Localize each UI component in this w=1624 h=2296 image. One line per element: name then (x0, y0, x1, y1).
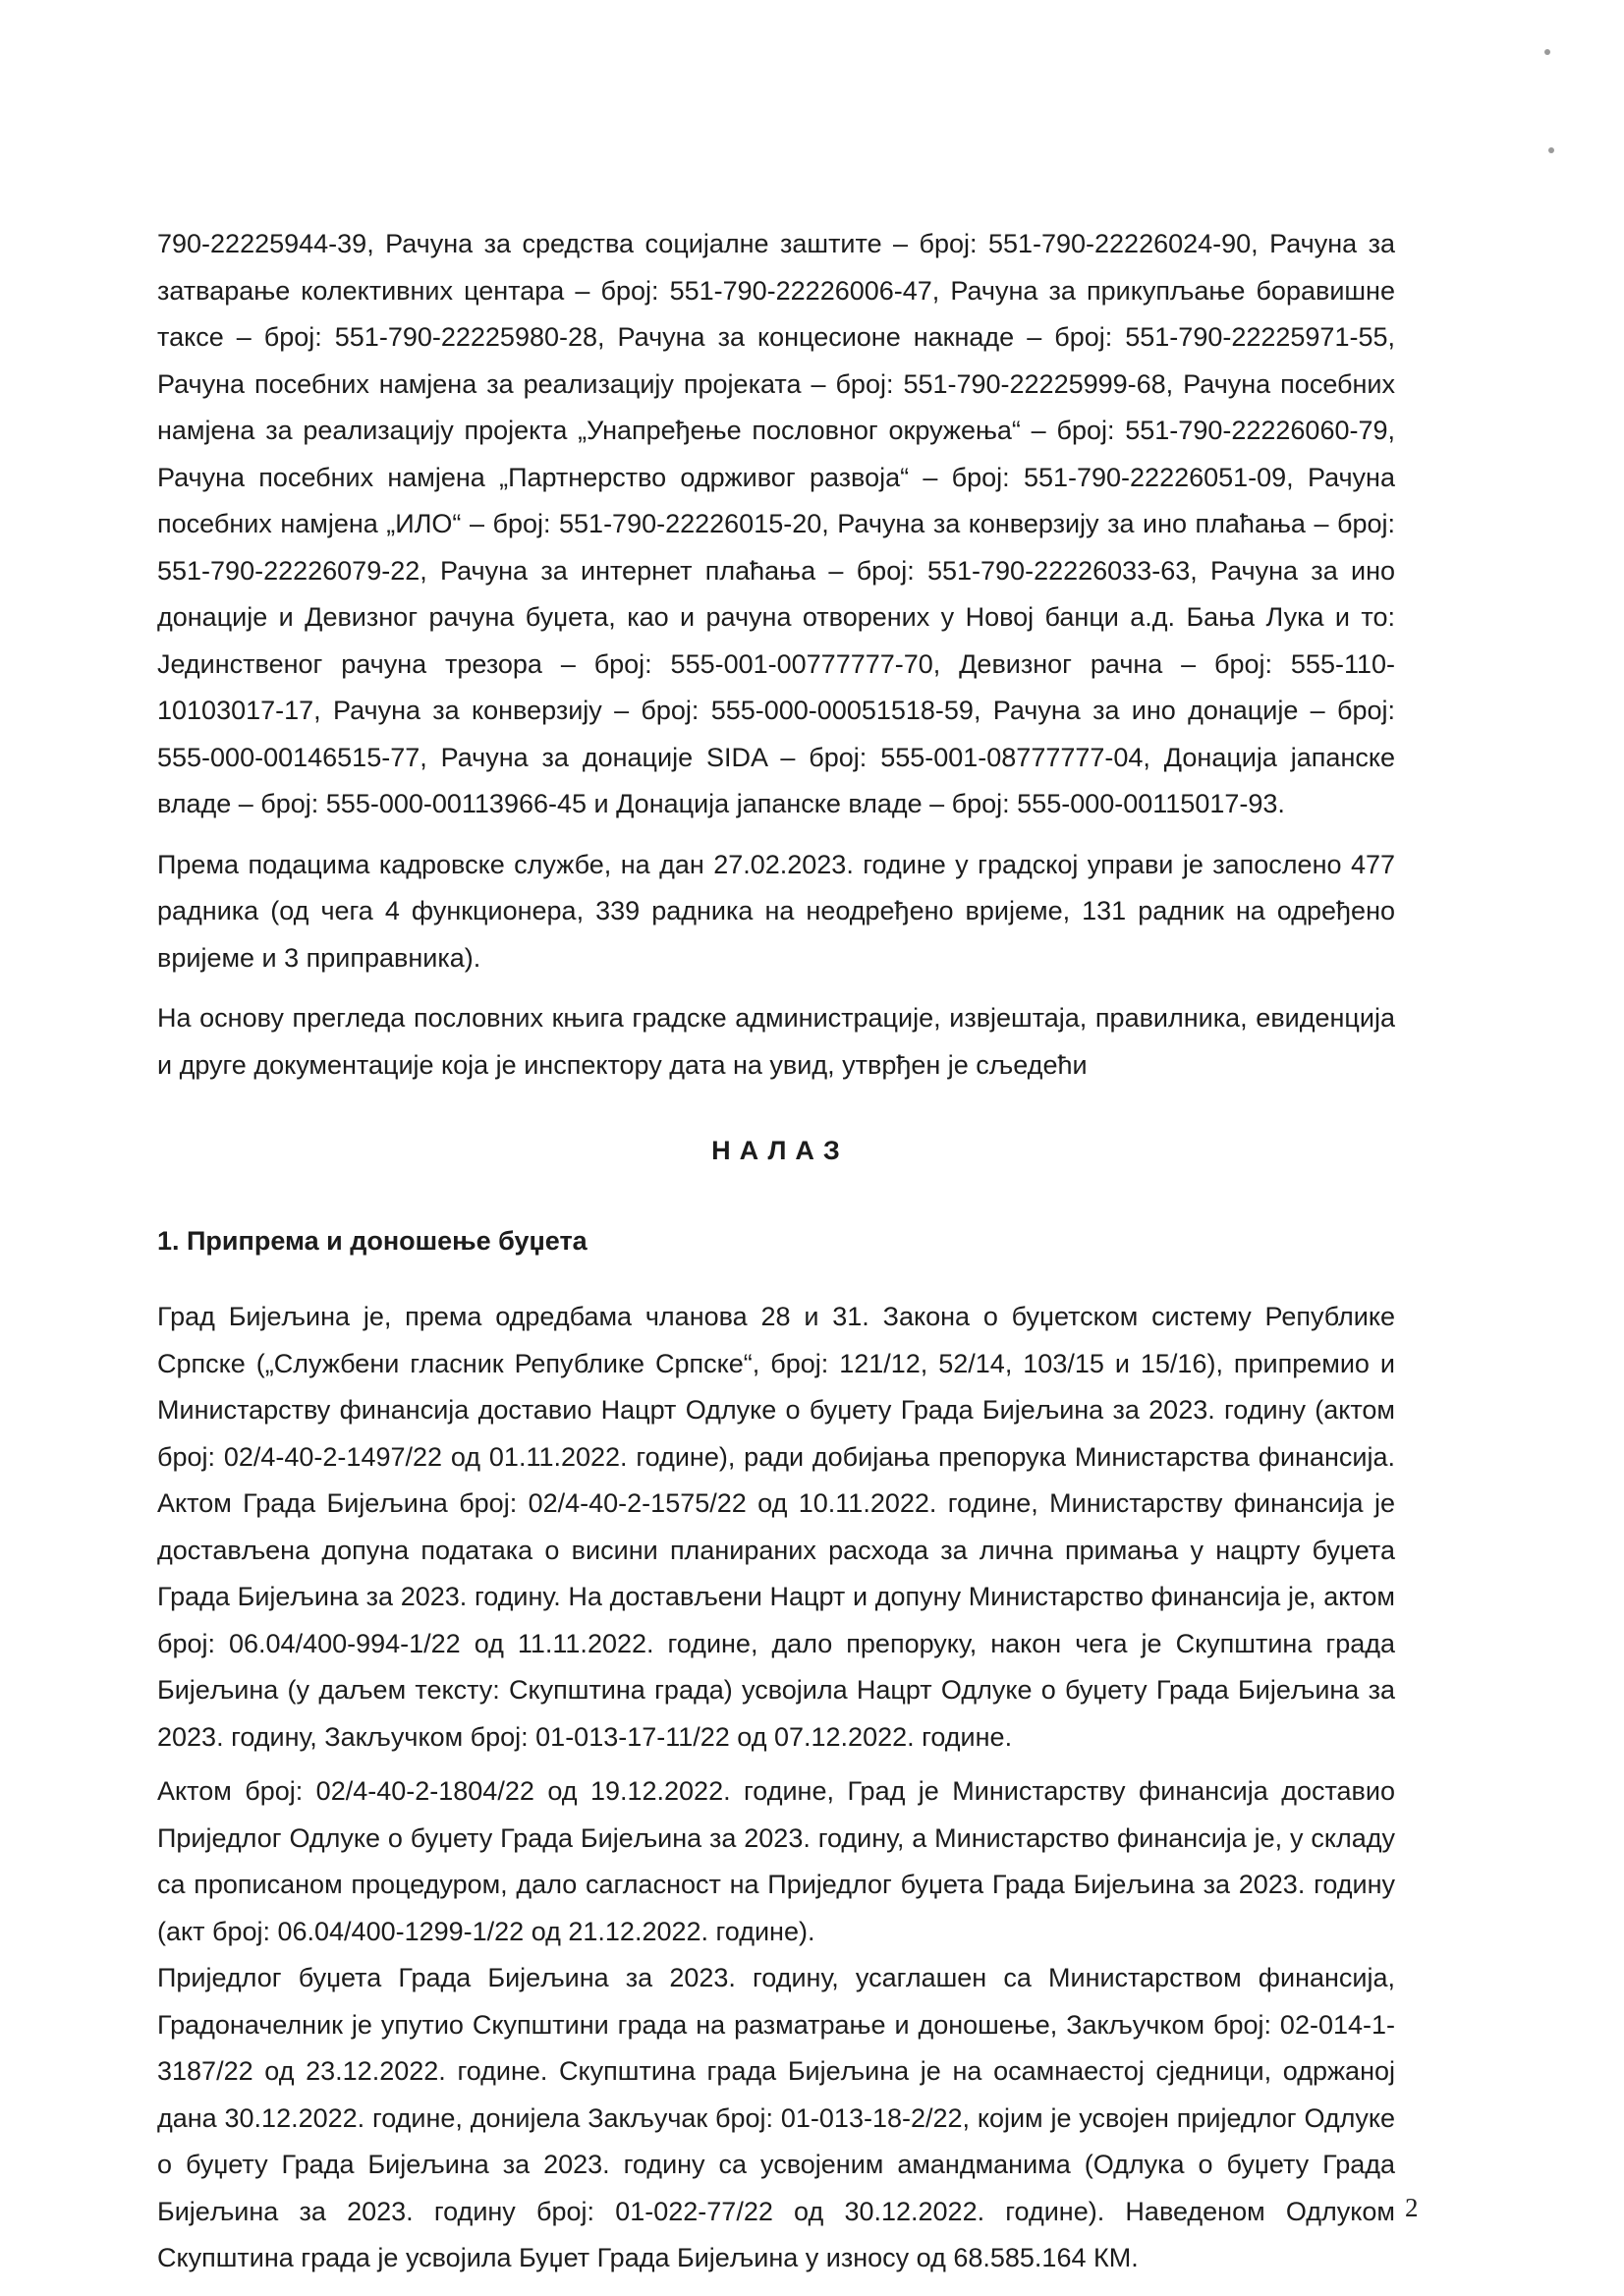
section-heading: 1. Припрема и доношење буџета (157, 1225, 588, 1256)
paragraph-review-basis: На основу прегледа пословних књига градске администрације, извјештаја, правилника, евиденција и друге документације која је инспектору дата на увид, утврђен је сљедећи (157, 1003, 1395, 1080)
page-number: 2 (1405, 2193, 1419, 2222)
paragraph-staff-count: Према подацима кадровске службе, на дан 27.02.2023. године у градској управи је запослено 477 радника (од чега 4 функционера, 339 радника на неодређено вријеме, 131 радник на одређено вријеме и 3 приправника). (157, 849, 1395, 973)
scan-artifact-dot (1544, 49, 1550, 55)
document-body (157, 221, 1395, 2282)
paragraph-bank-accounts: 790-22225944-39, Рачуна за средства социјалне заштите – број: 551-790-22226024-90, Рачуна за затварање колективних центара – број: 551-790-22226006-47, Рачуна за прикупљање боравишне таксе – број: 551-790-22225980-28, Рачуна за концесионе накнаде – број: 551-790-22225971-55, Рачуна посебних намјена за реализацију пројеката – број: 551-790-22225999-68, Рачуна посебних намјена за реализацију пројекта „Унапређење пословног окружења“ – број: 551-790-22226060-79, Рачуна посебних намјена „Партнерство одрживог развоја“ – број: 551-790-22226051-09, Рачуна посебних намјена „ИЛО“ – број: 551-790-22226015-20, Рачуна за конверзију за ино плаћања – број: 551-790-22226079-22, Рачуна за интернет плаћања – број: 551-790-22226033-63, Рачуна за ино донације и Девизног рачуна буџета, као и рачуна отворених у Новој банци а.д. Бања Лука и то: Јединственог рачуна трезора – број: 555-001-00777777-70, Девизног рачна – број: 555-110-10103017-17, Рачуна за конверзију – број: 555-000-00051518-59, Рачуна за ино донације – број: 555-000-00146515-77, Рачуна за донације SIDA – број: 555-001-08777777-04, Донација јапанске владе – број: 555-000-00113966-45 и Донација јапанске владе – број: 555-000-00115017-93. (157, 229, 1395, 818)
paragraph-budget-draft: Град Бијељина је, према одредбама чланова 28 и 31. Закона о буџетском систему Републике Српске („Службени гласник Републике Српске“, број: 121/12, 52/14, 103/15 и 15/16), припремио и Министарству финансија доставио Нацрт Одлуке о буџету Града Бијељина за 2023. годину (актом број: 02/4-40-2-1497/22 од 01.11.2022. године), ради добијања препорука Министарства финансија. Актом Града Бијељина број: 02/4-40-2-1575/22 од 10.11.2022. године, Министарству финансија је достављена допуна података о висини планираних расхода за лична примања у нацрту буџета Града Бијељина за 2023. годину. На достављени Нацрт и допуну Министарство финансија је, актом број: 06.04/400-994-1/22 од 11.11.2022. године, дало препоруку, након чега је Скупштина града Бијељина (у даљем тексту: Скупштина града) усвојила Нацрт Одлуке о буџету Града Бијељина за 2023. годину, Закључком број: 01-013-17-11/22 од 07.12.2022. године. (157, 1302, 1395, 1752)
scan-artifact-dot (1548, 147, 1554, 153)
paragraph-budget-adoption: Приједлог буџета Града Бијељина за 2023. годину, усаглашен са Министарством финансија, Градоначелник је упутио Скупштини града на разматрање и доношење, Закључком број: 02-014-1-3187/22 од 23.12.2022. године. Скупштина града Бијељина је на осамнаестој сједници, одржаној дана 30.12.2022. године, донијела Закључак број: 01-013-18-2/22, којим је усвојен приједлог Одлуке о буџету Града Бијељина за 2023. годину са усвојеним амандманима (Одлука о буџету Града Бијељина за 2023. годину број: 01-022-77/22 од 30.12.2022. године). Наведеном Одлуком Скупштина града је усвојила Буџет Града Бијељина у износу од 68.585.164 КМ. (157, 1963, 1395, 2272)
finding-title: НАЛАЗ (711, 1136, 849, 1165)
paragraph-budget-proposal: Актом број: 02/4-40-2-1804/22 од 19.12.2022. године, Град је Министарству финансија доставио Приједлог Одлуке о буџету Града Бијељина за 2023. годину, а Министарство финансија је, у складу са прописаном процедуром, дало сагласност на Приједлог буџета Града Бијељина за 2023. годину (акт број: 06.04/400-1299-1/22 од 21.12.2022. године). (157, 1776, 1395, 1946)
